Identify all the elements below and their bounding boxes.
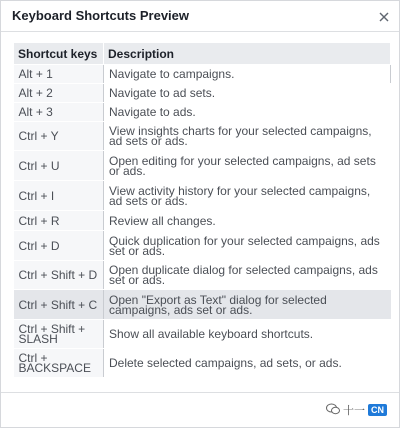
shortcut-key: Ctrl + U: [14, 151, 104, 181]
close-icon[interactable]: [377, 10, 391, 24]
table-row: [14, 84, 391, 103]
column-header-description: Description: [104, 43, 391, 65]
table-row: [14, 181, 391, 211]
shortcut-key: Ctrl + Shift + D: [14, 261, 104, 290]
shortcut-description: Review all changes.: [104, 211, 391, 231]
shortcuts-table: [13, 42, 391, 378]
shortcut-description: View insights charts for your selected campaigns, ad sets or ads.: [104, 122, 391, 151]
table-header-row: [14, 43, 391, 65]
table-row: [14, 211, 391, 231]
shortcut-key: Ctrl + I: [14, 181, 104, 211]
table-row: [14, 65, 391, 84]
dialog-footer: [1, 392, 399, 427]
shortcut-description: Open duplicate dialog for selected campaigns, ads set or ads.: [104, 261, 391, 290]
table-row: [14, 320, 391, 349]
shortcut-description: Navigate to campaigns.: [104, 65, 391, 84]
shortcut-key: Ctrl + D: [14, 231, 104, 261]
table-row: [14, 151, 391, 181]
dialog-header: [1, 1, 399, 32]
shortcut-description: Navigate to ads.: [104, 103, 391, 122]
column-header-shortcut-keys: Shortcut keys: [14, 43, 104, 65]
shortcut-description: Delete selected campaigns, ad sets, or ads.: [104, 349, 391, 378]
shortcut-key: Alt + 1: [14, 65, 104, 84]
table-row: [14, 103, 391, 122]
shortcut-description: Open editing for your selected campaigns, ad sets or ads.: [104, 151, 391, 181]
shortcut-key: Ctrl + Shift + C: [14, 290, 104, 320]
watermark: [326, 402, 387, 418]
shortcut-description: View activity history for your selected campaigns, ad sets or ads.: [104, 181, 391, 211]
shortcut-key: Ctrl + R: [14, 211, 104, 231]
shortcut-key: Alt + 3: [14, 103, 104, 122]
table-row: [14, 349, 391, 378]
shortcut-key: Ctrl + Shift + SLASH: [14, 320, 104, 349]
shortcut-description: Quick duplication for your selected campaigns, ads set or ads.: [104, 231, 391, 261]
dialog-title: Keyboard Shortcuts Preview: [12, 8, 189, 23]
table-row: [14, 290, 391, 320]
shortcut-key: Ctrl + Y: [14, 122, 104, 151]
watermark-badge: CN: [368, 404, 387, 416]
shortcuts-table-container: [13, 42, 390, 378]
table-row: [14, 231, 391, 261]
watermark-text: 十一: [343, 405, 365, 417]
wechat-icon: [326, 403, 340, 418]
table-row: [14, 261, 391, 290]
shortcut-description: Show all available keyboard shortcuts.: [104, 320, 391, 349]
shortcut-description: Navigate to ad sets.: [104, 84, 391, 103]
shortcut-key: Alt + 2: [14, 84, 104, 103]
shortcut-key: Ctrl + BACKSPACE: [14, 349, 104, 378]
table-row: [14, 122, 391, 151]
shortcut-description: Open "Export as Text" dialog for selected campaigns, ads set or ads.: [104, 290, 391, 320]
